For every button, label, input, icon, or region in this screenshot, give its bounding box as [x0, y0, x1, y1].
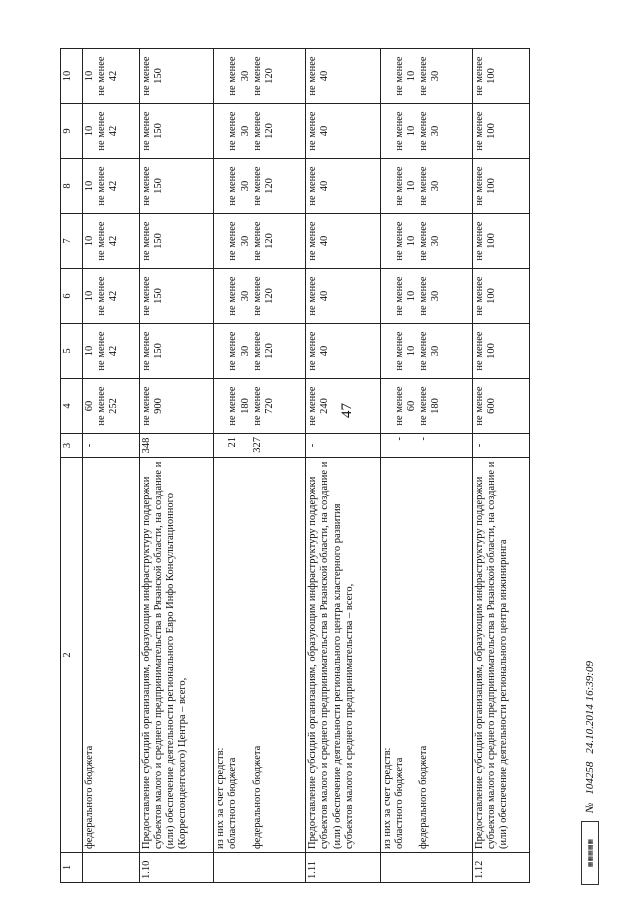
header-row [61, 49, 83, 883]
cell-c5: 10 не менее 42 [82, 324, 139, 379]
header-cell: 2 [61, 458, 83, 853]
cell-c8: 10 не менее 42 [82, 159, 139, 214]
header-cell: 6 [61, 269, 83, 324]
table-row [82, 49, 139, 883]
cell-c9: 10 не менее 42 [82, 104, 139, 159]
header-cell: 9 [61, 104, 83, 159]
stamp-datetime: 24.10.2014 16:39:09 [584, 661, 596, 754]
row-index: 1.12 [472, 853, 529, 883]
header-cell: 1 [61, 853, 83, 883]
header-cell: 4 [61, 379, 83, 434]
table-row: 1.11 Предоставление субсидий организациям, образующим инфраструктуру поддержки субъектов малого и среднего предпринимательства в Рязанской области, на создание и (или) обеспечение деятельности регионального центра кластерного развития субъектов малого и среднего предпринимательства – всего, - не менее 240 не менее 40 не менее 40 не менее 40 не менее 40 не менее 40 не менее 40 [306, 49, 381, 883]
row-label: федерального бюджета [82, 458, 139, 853]
cell-c7: 10 не менее 42 [82, 214, 139, 269]
cell-c3: - [82, 434, 139, 458]
header-cell: 3 [61, 434, 83, 458]
table-row: 1.12 Предоставление субсидий организациям, образующим инфраструктуру поддержки субъектов малого и среднего предпринимательства в Рязанской области, на создание и (или) обеспечение деятельности регионального центра инжиниринга - не менее 600 не менее 100 не менее 100 не менее 100 не менее 100 не менее 100 не менее 100 [472, 49, 529, 883]
row-label: Предоставление субсидий организациям, образующим инфраструктуру поддержки субъектов малого и среднего предпринимательства в Рязанской области, на создание и (или) обеспечение деятельности регионального центра инжиниринга [472, 458, 529, 853]
row-index: 1.10 [139, 853, 214, 883]
header-cell: 8 [61, 159, 83, 214]
row-label: Предоставление субсидий организациям, образующим инфраструктуру поддержки субъектов малого и среднего предпринимательства в Рязанской области, на создание и (или) обеспечение деятельности регионального Евро Инфо Консультационного (Корреспондентского) Центра – всего, [139, 458, 214, 853]
indicators-table [60, 48, 530, 883]
cell-c4: 60 не менее 252 [82, 379, 139, 434]
header-cell: 7 [61, 214, 83, 269]
header-cell: 10 [61, 49, 83, 104]
page-number: 47 [339, 403, 355, 418]
table-row: из них за счет средств: областного бюджета федерального бюджета - - не менее 60 не менее 180 не менее 10 не менее 30 не менее 10 не менее 30 не менее 10 не менее 30 не менее 10 не менее 30 не менее 10 не менее 30 не менее 10 не менее 30 [380, 49, 472, 883]
header-cell: 5 [61, 324, 83, 379]
cell-c6: 10 не менее 42 [82, 269, 139, 324]
stamp-logo-icon: ▦▦▦▦▦ [581, 821, 599, 885]
table-wrapper [60, 48, 530, 883]
cell-c3: 348 [139, 434, 214, 458]
stamp-number-prefix: № [584, 802, 596, 813]
row-index: 1.11 [306, 853, 381, 883]
stamp-number: 104258 [584, 761, 596, 795]
row-label: Предоставление субсидий организациям, образующим инфраструктуру поддержки субъектов малого и среднего предпринимательства в Рязанской области, на создание и (или) обеспечение деятельности регионального центра кластерного развития субъектов малого и среднего предпринимательства – всего, [306, 458, 381, 853]
cell-c10: 10 не менее 42 [82, 49, 139, 104]
registration-stamp [565, 585, 615, 885]
table-row: 1.10 Предоставление субсидий организациям, образующим инфраструктуру поддержки субъектов малого и среднего предпринимательства в Рязанской области, на создание и (или) обеспечение деятельности регионального Евро Инфо Консультационного (Корреспондентского) Центра – всего, 348 не менее 900 не менее 150 не менее 150 не менее 150 не менее 150 не менее 150 не менее 150 [139, 49, 214, 883]
table-row: из них за счет средств: областного бюджета федерального бюджета 21 327 не менее 180 не менее 720 не менее 30 не менее 120 не менее 30 не менее 120 не менее 30 не менее 120 не менее 30 не менее 120 не менее 30 не менее 120 не менее 30 не менее 120 [214, 49, 306, 883]
